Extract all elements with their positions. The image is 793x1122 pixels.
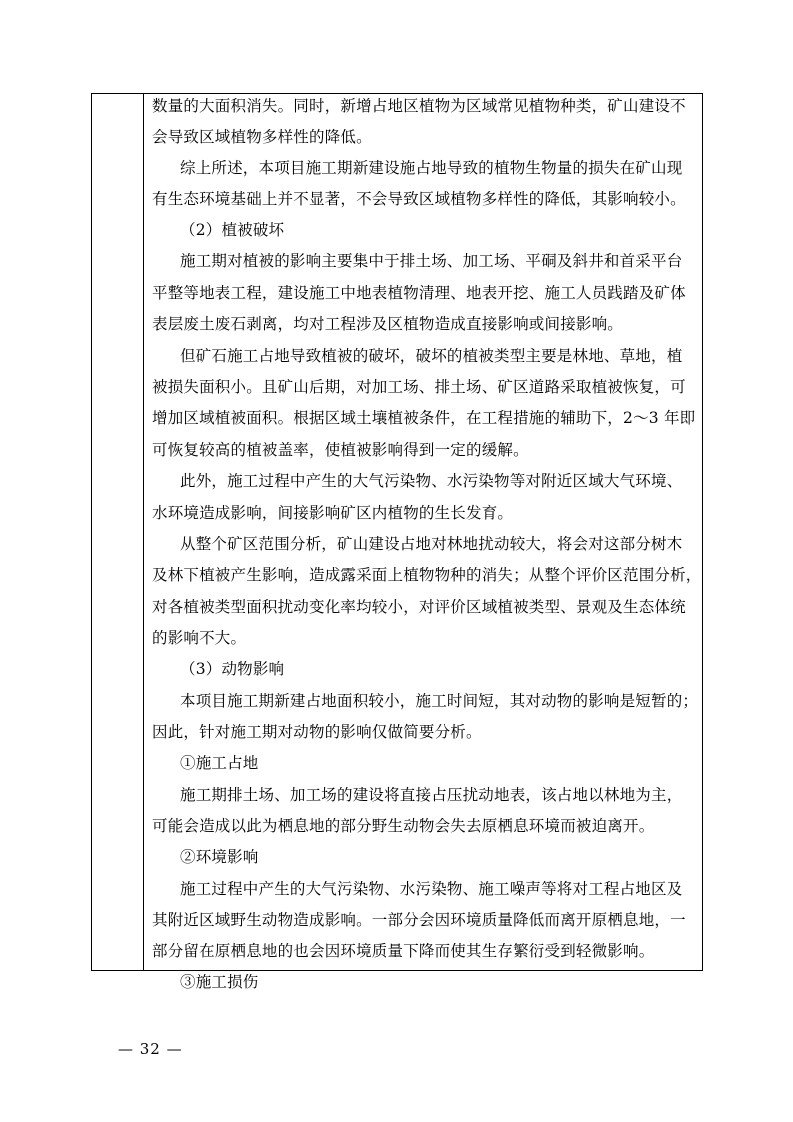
text-line: 表层废土废石剥离，均对工程涉及区植物造成直接影响或间接影响。 [152, 315, 624, 333]
text-line: 施工过程中产生的大气污染物、水污染物、施工噪声等将对工程占地区及 [180, 880, 683, 898]
subsection-heading: ③施工损伤 [180, 973, 259, 991]
text-line: 因此，针对施工期对动物的影响仅做简要分析。 [152, 723, 482, 741]
text-line: 增加区域植被面积。根据区域土壤植被条件，在工程措施的辅助下，2～3 年即 [152, 409, 696, 427]
content-table [91, 93, 703, 991]
text-line: 可能会造成以此为栖息地的部分野生动物会失去原栖息环境而被迫离开。 [152, 817, 655, 835]
text-line: 施工期对植被的影响主要集中于排土场、加工场、平硐及斜井和首采平台 [180, 252, 683, 270]
text-line: 可恢复较高的植被盖率，使植被影响得到一定的缓解。 [152, 441, 529, 459]
text-line: 但矿石施工占地导致植被的破坏，破坏的植被类型主要是林地、草地，植 [180, 347, 683, 365]
text-line: 被损失面积小。且矿山后期，对加工场、排土场、矿区道路采取植被恢复，可 [152, 378, 686, 396]
table-left-column [92, 94, 144, 970]
text-line: 本项目施工期新建占地面积较小，施工时间短，其对动物的影响是短暂的； [180, 692, 699, 710]
text-line: 数量的大面积消失。同时，新增占地区植物为区域常见植物种类，矿山建设不 [152, 97, 686, 115]
text-line: 综上所述，本项目施工期新建设施占地导致的植物生物量的损失在矿山现 [180, 159, 683, 177]
text-line: 此外，施工过程中产生的大气污染物、水污染物等对附近区域大气环境、 [180, 472, 683, 490]
text-line: 从整个矿区范围分析，矿山建设占地对林地扰动较大，将会对这部分树木 [180, 535, 683, 553]
text-line: 及林下植被产生影响，造成露采面上植物物种的消失；从整个评价区范围分析， [152, 566, 702, 584]
text-line: 有生态环境基础上并不显著，不会导致区域植物多样性的降低，其影响较小。 [152, 190, 686, 208]
text-line: 其附近区域野生动物造成影响。一部分会因环境质量降低而离开原栖息地，一 [152, 911, 686, 929]
text-line: 会导致区域植物多样性的降低。 [152, 128, 372, 146]
text-line: 的影响不大。 [152, 629, 247, 647]
subsection-heading: ①施工占地 [180, 754, 259, 772]
text-line: 对各植被类型面积扰动变化率均较小，对评价区域植被类型、景观及生态体统 [152, 598, 686, 616]
subsection-heading: ②环境影响 [180, 848, 259, 866]
section-heading: （3）动物影响 [180, 660, 285, 678]
text-line: 平整等地表工程，建设施工中地表植物清理、地表开挖、施工人员践踏及矿体 [152, 284, 686, 302]
text-line: 部分留在原栖息地的也会因环境质量下降而使其生存繁衍受到轻微影响。 [152, 942, 655, 960]
text-line: 施工期排土场、加工场的建设将直接占压扰动地表，该占地以林地为主， [180, 786, 683, 804]
section-heading: （2）植被破坏 [180, 221, 285, 239]
text-line: 水环境造成影响，间接影响矿区内植物的生长发育。 [152, 504, 514, 522]
page-number: — 32 — [118, 1040, 183, 1058]
